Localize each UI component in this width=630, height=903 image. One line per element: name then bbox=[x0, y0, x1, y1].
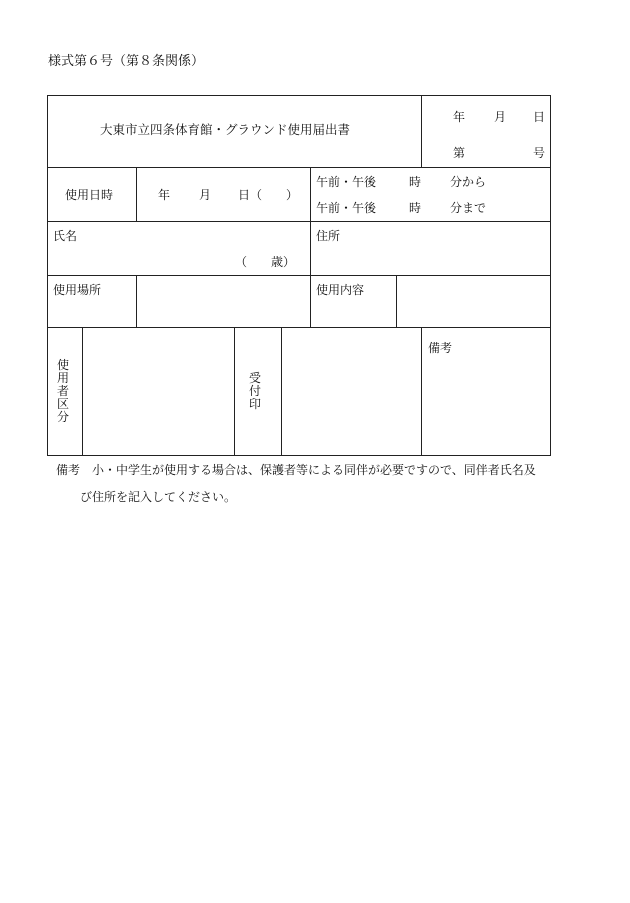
date-year-label: 年 bbox=[453, 110, 466, 124]
date-month-label: 月 bbox=[494, 110, 507, 124]
from-minute-label: 分から bbox=[450, 175, 487, 189]
age-label: （ 歳） bbox=[235, 255, 296, 269]
reception-stamp-label: 受付印 bbox=[248, 371, 261, 411]
footnote-line2: び住所を記入してください。 bbox=[80, 490, 237, 504]
usage-day-weekday-label: 日（ ） bbox=[238, 188, 299, 202]
footnote-label: 備考 bbox=[56, 463, 81, 477]
address-label: 住所 bbox=[316, 229, 341, 243]
name-label: 氏名 bbox=[53, 229, 78, 243]
to-minute-label: 分まで bbox=[450, 201, 487, 215]
footnote-line1: 小・中学生が使用する場合は、保護者等による同伴が必要ですので、同伴者氏名及 bbox=[92, 463, 536, 477]
date-day-label: 日 bbox=[533, 110, 546, 124]
number-go-label: 号 bbox=[533, 146, 546, 160]
user-category-label: 使用者区分 bbox=[56, 358, 69, 424]
form-title: 大東市立四条体育館・グラウンド使用届出書 bbox=[100, 122, 351, 137]
form-number: 様式第６号（第８条関係） bbox=[48, 54, 205, 69]
usage-month-label: 月 bbox=[199, 188, 212, 202]
usage-place-label: 使用場所 bbox=[53, 283, 102, 297]
from-ampm-label: 午前・午後 bbox=[316, 175, 377, 189]
remarks-cell-label: 備考 bbox=[428, 341, 453, 355]
from-hour-label: 時 bbox=[409, 175, 422, 189]
usage-year-label: 年 bbox=[158, 188, 171, 202]
usage-content-label: 使用内容 bbox=[316, 283, 365, 297]
to-ampm-label: 午前・午後 bbox=[316, 201, 377, 215]
usage-datetime-label: 使用日時 bbox=[65, 188, 114, 202]
number-dai-label: 第 bbox=[453, 146, 466, 160]
to-hour-label: 時 bbox=[409, 201, 422, 215]
